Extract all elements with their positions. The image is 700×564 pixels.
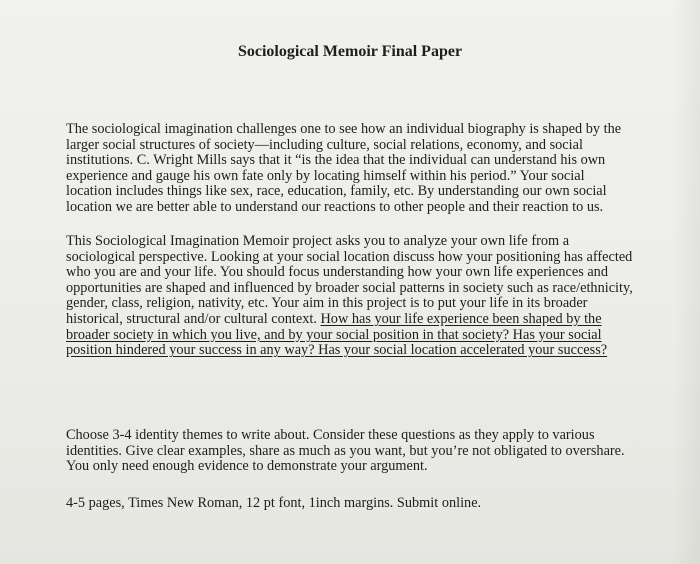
underlined-question: How has your life experience been shaped by the [320,310,602,327]
plain-text: historical, structural and/or cultural context. [66,310,321,327]
format-requirements [66,496,666,512]
paragraph-line: sociological perspective. Looking at your social location discuss how your positioning has affected [66,248,633,265]
paragraph-line: You only need enough evidence to demonstrate your argument. [66,458,428,475]
paragraph-line: identities. Give clear examples, share as much as you want, but you’re not obligated to overshare. [66,442,625,459]
paragraph-line: The sociological imagination challenges one to see how an individual biography is shaped by the [66,121,622,137]
page-shadow [672,0,700,564]
paragraph-line: Choose 3-4 identity themes to write about. Consider these questions as they apply to various [66,427,595,443]
paragraph-line-mixed [66,312,666,328]
paragraph-line: 4-5 pages, Times New Roman, 12 pt font, 1inch margins. Submit online. [66,495,482,511]
paragraph-line: who you are and your life. You should focus understanding how your own life experiences and [66,264,608,281]
paragraph-line: larger social structures of society—including culture, social relations, economy, and social [66,136,583,153]
underlined-question: broader society in which you live, and by your social position in that society? Has your social [66,326,602,343]
themes-paragraph [66,428,666,475]
project-paragraph [66,234,666,359]
paragraph-line: location includes things like sex, race, education, family, etc. By understanding our own social [66,183,607,200]
paragraph-line: This Sociological Imagination Memoir project asks you to analyze your own life from a [66,233,570,249]
paragraph-line: institutions. C. Wright Mills says that it “is the idea that the individual can understand his own [66,152,606,169]
page-title: Sociological Memoir Final Paper [237,43,463,60]
intro-paragraph [66,122,666,216]
paragraph-line: experience and gauge his own fate only by locating himself within his period.” Your social [66,167,585,184]
underlined-question: position hindered your success in any way? Has your social location accelerated your success? [66,342,608,359]
paragraph-line: location we are better able to understand our reactions to other people and their reaction to us. [66,198,604,215]
paragraph-line: opportunities are shaped and influenced by broader social patterns in society such as race/ethnicity, [66,279,633,296]
paragraph-line: gender, class, religion, nativity, etc. Your aim in this project is to put your life in its broader [66,295,588,312]
